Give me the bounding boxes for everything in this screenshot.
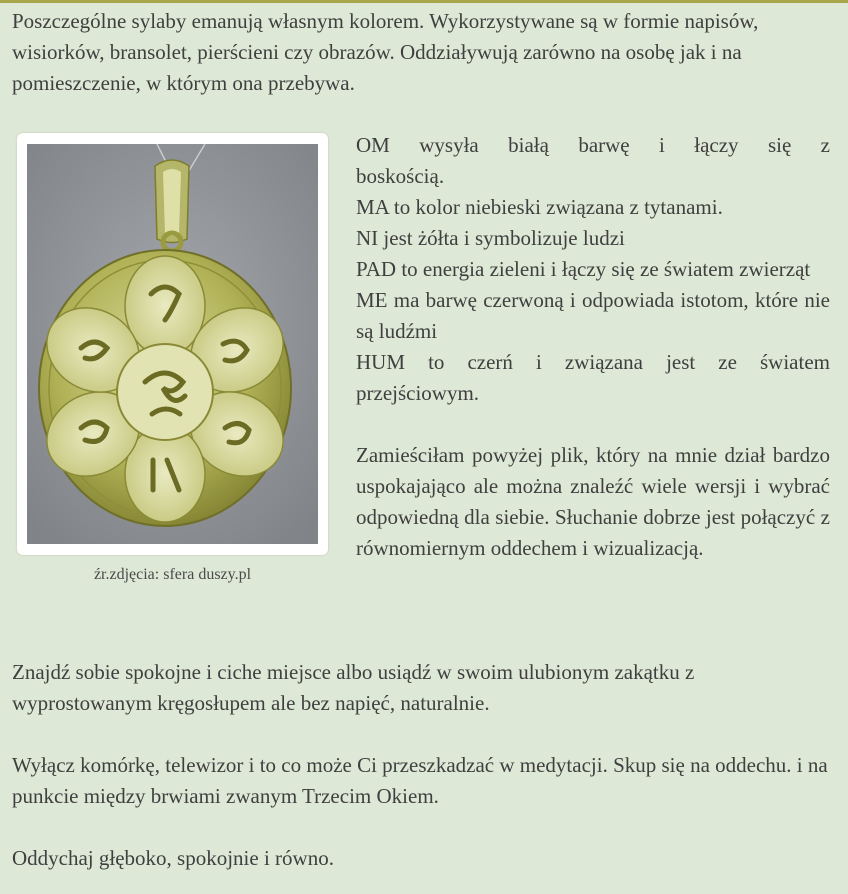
instruction-breathe: Oddychaj głęboko, spokojnie i równo. <box>12 846 334 870</box>
syllable-me: ME ma barwę czerwoną i odpowiada istotom, które nie są ludźmi <box>356 288 830 343</box>
syllables-column <box>356 130 830 564</box>
instruction-phone: Wyłącz komórkę, telewizor i to co może Ci przeszkadzać w medytacji. Skup się na oddechu. i na punkcie między brwiami zwanym Trzecim Okiem. <box>12 753 828 808</box>
syllable-ni: NI jest żółta i symbolizuje ludzi <box>356 226 625 250</box>
syllable-pad: PAD to energia zieleni i łączy się ze światem zwierząt <box>356 257 811 281</box>
pendant-photo <box>27 144 318 544</box>
spacer <box>356 409 830 440</box>
figure-frame <box>17 133 328 555</box>
file-note-paragraph: Zamieściłam powyżej plik, który na mnie dział bardzo uspokajająco ale można znaleźć wiele wersji i wybrać odpowiedną dla siebie. Słuchanie dobrze jest połączyć z równomiernym oddechem i wizualizacją. <box>356 443 830 560</box>
instruction-place: Znajdź sobie spokojne i ciche miejsce albo usiądź w swoim ulubionym zakątku z wyprostowanym kręgosłupem ale bez napięć, naturalnie. <box>12 660 695 715</box>
syllable-om-line2: boskością. <box>356 164 445 188</box>
intro-paragraph: Poszczególne sylaby emanują własnym kolorem. Wykorzystywane są w formie napisów, wisiorków, bransolet, pierścieni czy obrazów. Oddziaływują zarówno na osobę jak i na pomieszczenie, w którym ona przebywa. <box>12 9 759 95</box>
syllable-ma: MA to kolor niebieski związana z tytanami. <box>356 195 723 219</box>
pendant-image <box>27 144 318 544</box>
syllable-om-line1: OM wysyła białą barwę i łączy się z <box>356 133 830 157</box>
top-accent-line <box>0 0 848 3</box>
syllable-hum: HUM to czerń i związana jest ze światem przejściowym. <box>356 350 830 405</box>
figure-caption: źr.zdjęcia: sfera duszy.pl <box>93 566 252 583</box>
